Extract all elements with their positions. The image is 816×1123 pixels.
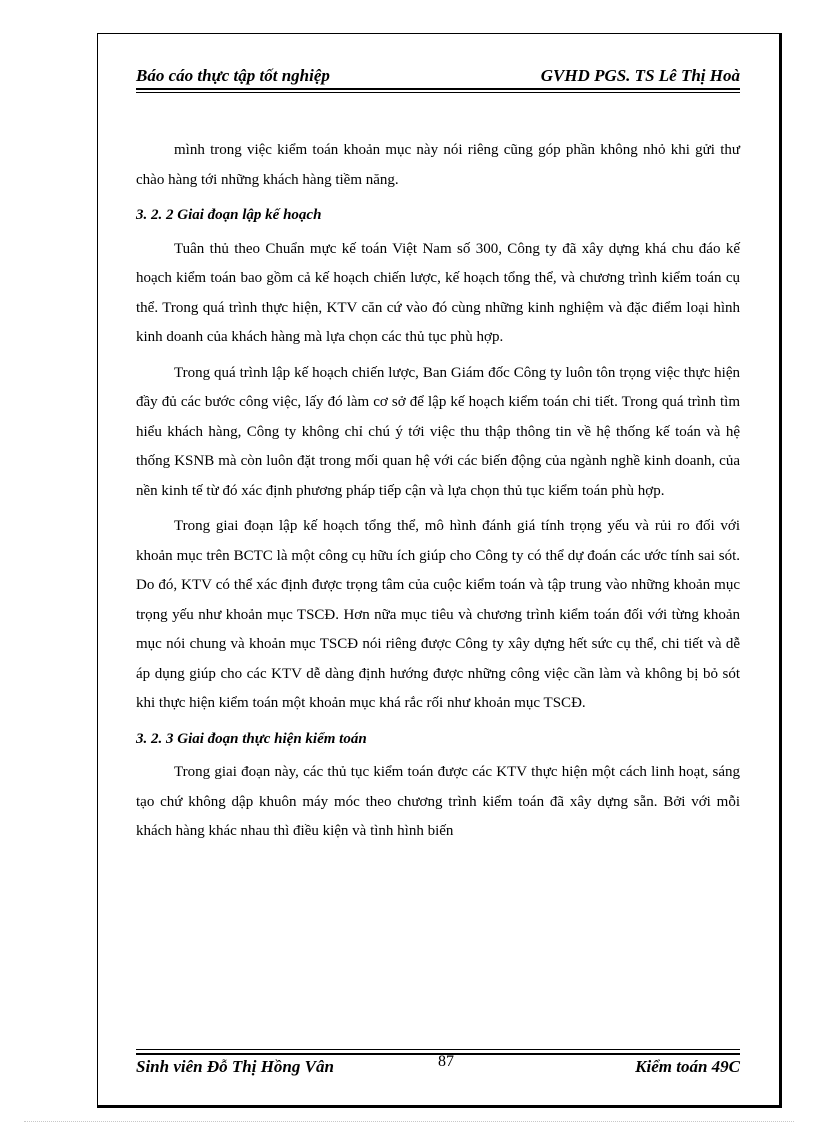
page-footer — [136, 1055, 740, 1081]
paragraph: Trong quá trình lập kế hoạch chiến lược, Ban Giám đốc Công ty luôn tôn trọng việc thực hiện đầy đủ các bước công việc, lấy đó làm cơ sở để lập kế hoạch kiểm toán chi tiết. Trong quá trình tìm hiểu khách hàng, Công ty không chỉ chú ý tới việc thu thập thông tin về hệ thống kế toán và hệ thống KSNB mà còn luôn đặt trong mối quan hệ với các biến động của ngành nghề kinh doanh, của nền kinh tế từ đó xác định phương pháp tiếp cận và lựa chọn thủ tục kiểm toán phù hợp. — [136, 364, 740, 499]
paragraph-continued: mình trong việc kiểm toán khoản mục này nói riêng cũng góp phần không nhỏ khi gửi thư chào hàng tới những khách hàng tiềm năng. — [136, 142, 740, 188]
header-divider — [136, 88, 740, 90]
paragraph: Tuân thủ theo Chuẩn mực kế toán Việt Nam số 300, Công ty đã xây dựng khá chu đáo kế hoạch kiểm toán bao gồm cả kế hoạch chiến lược, kế hoạch tổng thể, và chương trình kiểm toán cụ thể. Trong quá trình thực hiện, KTV căn cứ vào đó cùng những kinh nghiệm và đặc điểm loại hình kinh doanh của khách hàng mà lựa chọn các thủ tục phù hợp. — [136, 240, 740, 345]
footer-class: Kiểm toán 49C — [635, 1057, 740, 1076]
section-heading-planning: 3. 2. 2 Giai đoạn lập kế hoạch — [136, 207, 322, 223]
header-supervisor: GVHD PGS. TS Lê Thị Hoà — [540, 66, 740, 85]
header-report-title: Báo cáo thực tập tốt nghiệp — [136, 66, 330, 85]
header-divider-thin — [136, 92, 740, 93]
paragraph: Trong giai đoạn này, các thủ tục kiểm toán được các KTV thực hiện một cách linh hoạt, sáng tạo chứ không dập khuôn máy móc theo chương trình kiểm toán đã xây dựng sẵn. Bởi với mỗi khách hàng khác nhau thì điều kiện và tình hình biến — [136, 764, 740, 839]
paragraph: Trong giai đoạn lập kế hoạch tổng thể, mô hình đánh giá tính trọng yếu và rủi ro đối với khoản mục trên BCTC là một công cụ hữu ích giúp cho Công ty có thể dự đoán các ước tính sai sót. Do đó, KTV có thể xác định được trọng tâm của cuộc kiểm toán và tập trung vào những khoản mục trọng yếu như khoản mục TSCĐ. Hơn nữa mục tiêu và chương trình kiểm toán đối với từng khoản mục nói chung và khoản mục TSCĐ nói riêng được Công ty xây dựng hết sức cụ thể, chi tiết và dễ áp dụng giúp cho các KTV dễ dàng định hướng được những công việc cần làm và không bị bỏ sót khi thực hiện kiểm toán một khoản mục khá rắc rối như khoản mục TSCĐ. — [136, 518, 740, 711]
footer-divider-thin — [136, 1049, 740, 1050]
page-header — [136, 64, 740, 88]
bottom-dotted-line — [24, 1121, 794, 1122]
page-number: 87 — [438, 1053, 454, 1070]
section-heading-execution: 3. 2. 3 Giai đoạn thực hiện kiểm toán — [136, 730, 367, 747]
document-body — [136, 136, 740, 853]
footer-student-name: Sinh viên Đỗ Thị Hồng Vân — [136, 1057, 334, 1076]
